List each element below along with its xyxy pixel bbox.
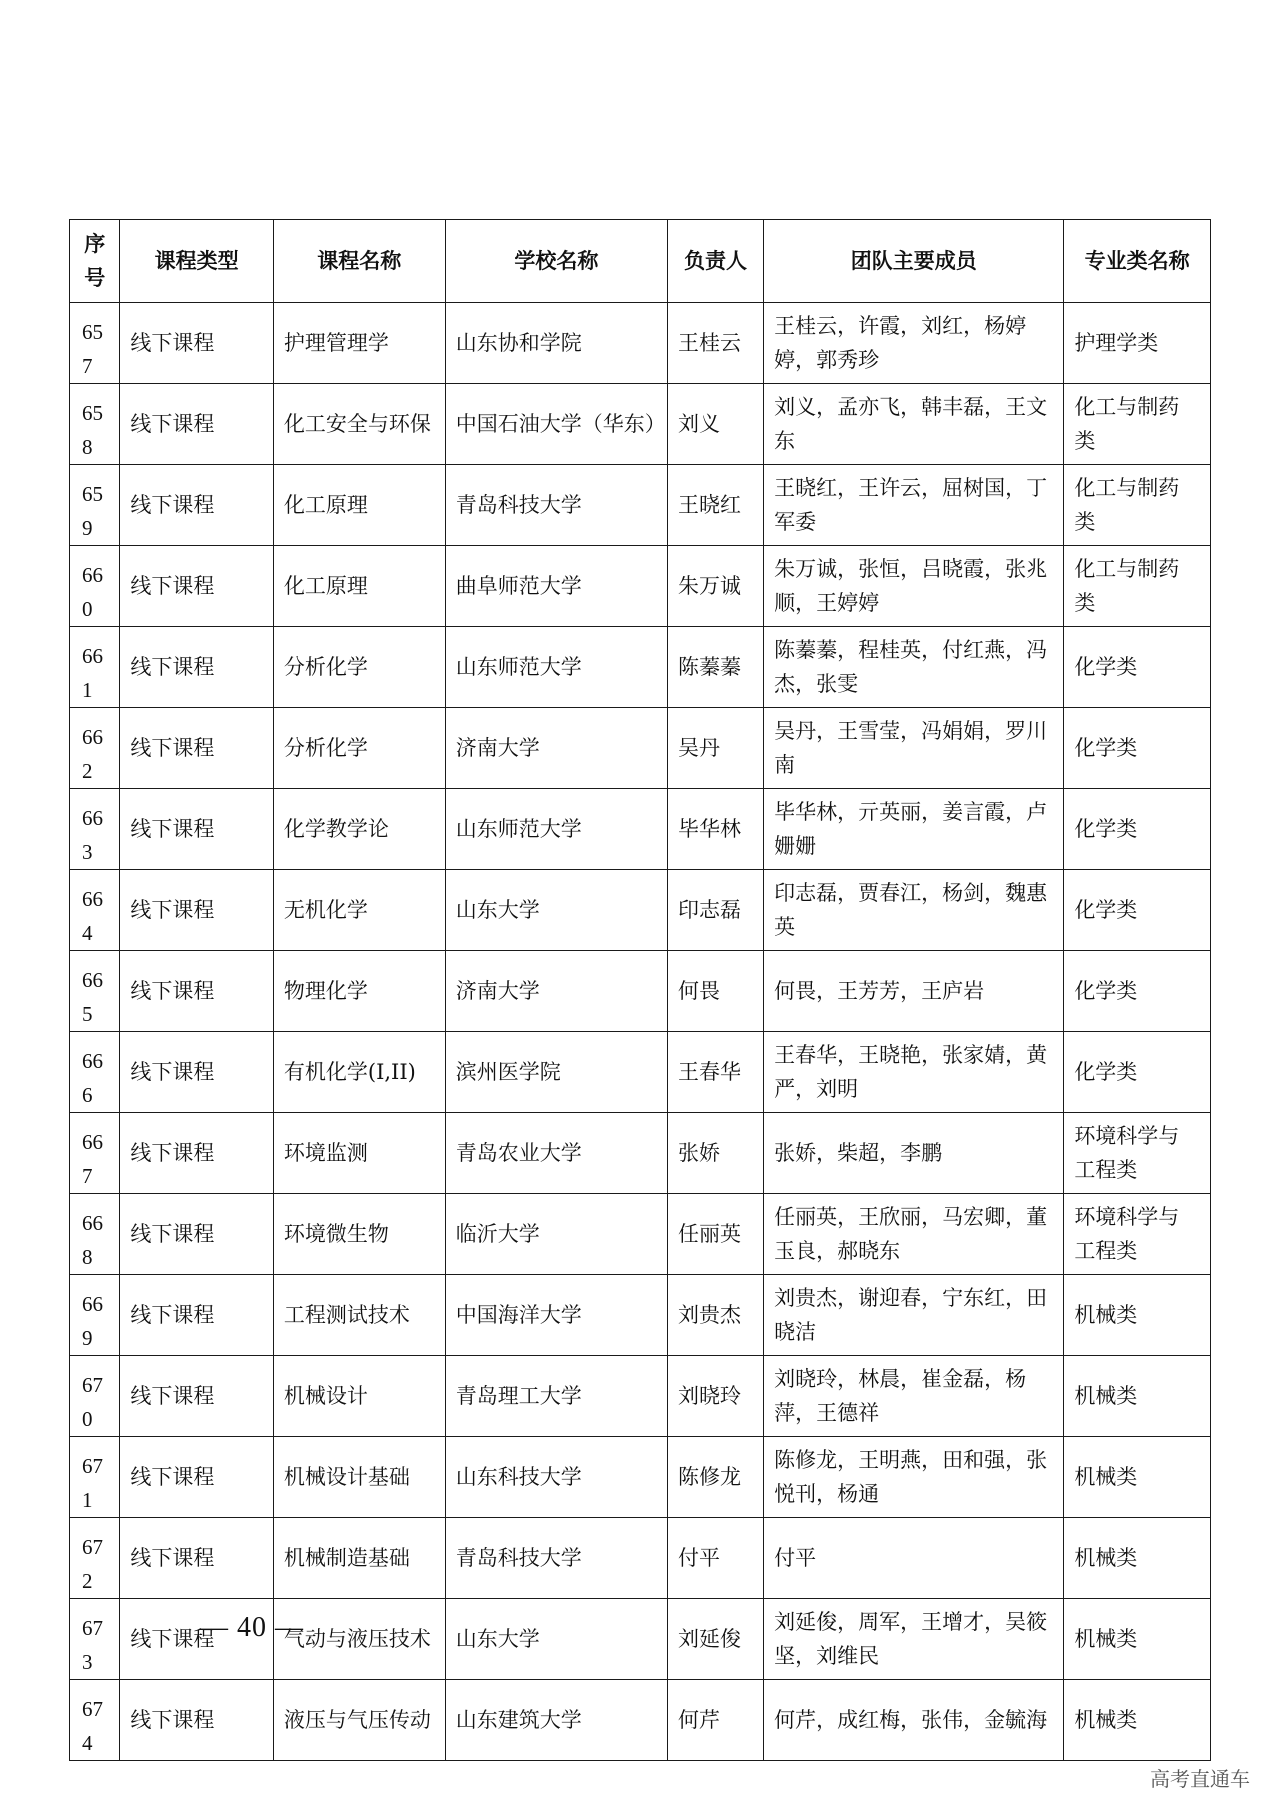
cell-lead: 吴丹 (667, 708, 763, 789)
cell-team-members: 刘义，孟亦飞，韩丰磊，王文东 (764, 384, 1064, 465)
table-row (70, 384, 1211, 465)
cell-course-type: 线下课程 (120, 1437, 274, 1518)
cell-course-type: 线下课程 (120, 951, 274, 1032)
cell-lead: 王晓红 (667, 465, 763, 546)
cell-course-name: 分析化学 (273, 708, 445, 789)
cell-school-name: 滨州医学院 (445, 1032, 667, 1113)
cell-lead: 王春华 (667, 1032, 763, 1113)
cell-lead: 朱万诚 (667, 546, 763, 627)
table-row (70, 465, 1211, 546)
cell-lead: 刘延俊 (667, 1599, 763, 1680)
watermark: 高考直通车 (1150, 1767, 1250, 1791)
cell-category: 化学类 (1064, 951, 1211, 1032)
cell-team-members: 王晓红，王许云，屈树国，丁军委 (764, 465, 1064, 546)
cell-course-type: 线下课程 (120, 1680, 274, 1761)
cell-course-type: 线下课程 (120, 1518, 274, 1599)
cell-school-name: 临沂大学 (445, 1194, 667, 1275)
cell-course-type: 线下课程 (120, 384, 274, 465)
cell-course-name: 工程测试技术 (273, 1275, 445, 1356)
cell-lead: 印志磊 (667, 870, 763, 951)
cell-course-type: 线下课程 (120, 1032, 274, 1113)
cell-course-type: 线下课程 (120, 546, 274, 627)
cell-school-name: 济南大学 (445, 951, 667, 1032)
cell-category: 机械类 (1064, 1599, 1211, 1680)
table-row (70, 708, 1211, 789)
cell-team-members: 印志磊，贾春江，杨剑，魏惠英 (764, 870, 1064, 951)
cell-course-type: 线下课程 (120, 1194, 274, 1275)
cell-course-name: 分析化学 (273, 627, 445, 708)
table-row (70, 951, 1211, 1032)
cell-category: 化工与制药类 (1064, 546, 1211, 627)
cell-course-type: 线下课程 (120, 870, 274, 951)
header-category: 专业类名称 (1064, 220, 1211, 303)
cell-seq: 668 (70, 1194, 120, 1275)
table-row (70, 870, 1211, 951)
cell-school-name: 山东师范大学 (445, 789, 667, 870)
cell-seq: 665 (70, 951, 120, 1032)
cell-school-name: 青岛理工大学 (445, 1356, 667, 1437)
cell-seq: 672 (70, 1518, 120, 1599)
cell-seq: 659 (70, 465, 120, 546)
cell-course-name: 化工原理 (273, 546, 445, 627)
header-seq: 序号 (70, 220, 120, 303)
cell-course-type: 线下课程 (120, 708, 274, 789)
cell-seq: 661 (70, 627, 120, 708)
cell-school-name: 青岛科技大学 (445, 1518, 667, 1599)
table-body (70, 303, 1211, 1761)
cell-lead: 刘晓玲 (667, 1356, 763, 1437)
cell-team-members: 毕华林，亓英丽，姜言霞，卢姗姗 (764, 789, 1064, 870)
cell-school-name: 山东大学 (445, 1599, 667, 1680)
cell-course-name: 化学教学论 (273, 789, 445, 870)
cell-category: 化学类 (1064, 708, 1211, 789)
cell-team-members: 刘贵杰，谢迎春，宁东红，田晓洁 (764, 1275, 1064, 1356)
cell-seq: 670 (70, 1356, 120, 1437)
page-number: — 40 — (200, 1612, 304, 1643)
cell-school-name: 山东科技大学 (445, 1437, 667, 1518)
table-row (70, 1194, 1211, 1275)
cell-school-name: 山东协和学院 (445, 303, 667, 384)
table-row (70, 1032, 1211, 1113)
table-row (70, 546, 1211, 627)
cell-course-name: 机械制造基础 (273, 1518, 445, 1599)
cell-team-members: 付平 (764, 1518, 1064, 1599)
cell-category: 机械类 (1064, 1356, 1211, 1437)
cell-team-members: 何畏，王芳芳，王庐岩 (764, 951, 1064, 1032)
cell-school-name: 山东大学 (445, 870, 667, 951)
cell-course-name: 机械设计基础 (273, 1437, 445, 1518)
cell-team-members: 王桂云，许霞，刘红，杨婷婷，郭秀珍 (764, 303, 1064, 384)
cell-seq: 671 (70, 1437, 120, 1518)
cell-seq: 660 (70, 546, 120, 627)
cell-lead: 陈修龙 (667, 1437, 763, 1518)
cell-lead: 王桂云 (667, 303, 763, 384)
cell-school-name: 青岛农业大学 (445, 1113, 667, 1194)
cell-course-type: 线下课程 (120, 465, 274, 546)
cell-lead: 刘义 (667, 384, 763, 465)
cell-seq: 657 (70, 303, 120, 384)
table-row (70, 1680, 1211, 1761)
cell-seq: 663 (70, 789, 120, 870)
header-course-name: 课程名称 (273, 220, 445, 303)
cell-seq: 664 (70, 870, 120, 951)
table-row (70, 1518, 1211, 1599)
cell-team-members: 陈修龙，王明燕，田和强，张悦刊，杨通 (764, 1437, 1064, 1518)
cell-team-members: 何芹，成红梅，张伟，金毓海 (764, 1680, 1064, 1761)
cell-seq: 669 (70, 1275, 120, 1356)
cell-seq: 662 (70, 708, 120, 789)
cell-course-name: 机械设计 (273, 1356, 445, 1437)
cell-seq: 673 (70, 1599, 120, 1680)
cell-lead: 任丽英 (667, 1194, 763, 1275)
cell-school-name: 山东师范大学 (445, 627, 667, 708)
cell-course-type: 线下课程 (120, 1599, 274, 1680)
table-row (70, 789, 1211, 870)
cell-team-members: 吴丹，王雪莹，冯娟娟，罗川南 (764, 708, 1064, 789)
cell-course-type: 线下课程 (120, 1275, 274, 1356)
cell-category: 机械类 (1064, 1275, 1211, 1356)
cell-category: 机械类 (1064, 1680, 1211, 1761)
table-row (70, 1356, 1211, 1437)
cell-category: 护理学类 (1064, 303, 1211, 384)
cell-course-name: 护理管理学 (273, 303, 445, 384)
cell-category: 化学类 (1064, 789, 1211, 870)
header-lead: 负责人 (667, 220, 763, 303)
cell-course-name: 化工安全与环保 (273, 384, 445, 465)
cell-lead: 何畏 (667, 951, 763, 1032)
cell-course-name: 无机化学 (273, 870, 445, 951)
cell-team-members: 王春华，王晓艳，张家婧，黄严，刘明 (764, 1032, 1064, 1113)
cell-course-type: 线下课程 (120, 627, 274, 708)
cell-team-members: 朱万诚，张恒，吕晓霞，张兆顺，王婷婷 (764, 546, 1064, 627)
cell-team-members: 张娇，柴超，李鹏 (764, 1113, 1064, 1194)
cell-course-name: 气动与液压技术 (273, 1599, 445, 1680)
cell-course-name: 化工原理 (273, 465, 445, 546)
cell-course-name: 有机化学(I,II) (273, 1032, 445, 1113)
table-row (70, 627, 1211, 708)
cell-course-type: 线下课程 (120, 303, 274, 384)
cell-team-members: 刘晓玲，林晨，崔金磊，杨萍，王德祥 (764, 1356, 1064, 1437)
cell-category: 环境科学与工程类 (1064, 1113, 1211, 1194)
cell-category: 机械类 (1064, 1518, 1211, 1599)
cell-category: 机械类 (1064, 1437, 1211, 1518)
cell-seq: 667 (70, 1113, 120, 1194)
cell-category: 环境科学与工程类 (1064, 1194, 1211, 1275)
cell-seq: 658 (70, 384, 120, 465)
header-course-type: 课程类型 (120, 220, 274, 303)
cell-lead: 付平 (667, 1518, 763, 1599)
cell-course-name: 物理化学 (273, 951, 445, 1032)
cell-category: 化学类 (1064, 627, 1211, 708)
cell-team-members: 刘延俊，周军，王增才，吴筱坚，刘维民 (764, 1599, 1064, 1680)
cell-seq: 674 (70, 1680, 120, 1761)
cell-course-name: 环境微生物 (273, 1194, 445, 1275)
cell-team-members: 陈蓁蓁，程桂英，付红燕，冯杰，张雯 (764, 627, 1064, 708)
cell-course-name: 液压与气压传动 (273, 1680, 445, 1761)
cell-school-name: 中国石油大学（华东） (445, 384, 667, 465)
cell-course-type: 线下课程 (120, 789, 274, 870)
cell-school-name: 中国海洋大学 (445, 1275, 667, 1356)
table-row (70, 1437, 1211, 1518)
cell-seq: 666 (70, 1032, 120, 1113)
cell-course-name: 环境监测 (273, 1113, 445, 1194)
table-row (70, 1113, 1211, 1194)
table-row (70, 1275, 1211, 1356)
cell-lead: 陈蓁蓁 (667, 627, 763, 708)
header-team-members: 团队主要成员 (764, 220, 1064, 303)
cell-category: 化学类 (1064, 870, 1211, 951)
cell-category: 化学类 (1064, 1032, 1211, 1113)
cell-lead: 张娇 (667, 1113, 763, 1194)
table-row (70, 303, 1211, 384)
cell-lead: 何芹 (667, 1680, 763, 1761)
cell-lead: 毕华林 (667, 789, 763, 870)
cell-school-name: 青岛科技大学 (445, 465, 667, 546)
cell-team-members: 任丽英，王欣丽，马宏卿，董玉良，郝晓东 (764, 1194, 1064, 1275)
table-header-row (70, 220, 1211, 303)
cell-course-type: 线下课程 (120, 1356, 274, 1437)
header-school-name: 学校名称 (445, 220, 667, 303)
cell-school-name: 曲阜师范大学 (445, 546, 667, 627)
cell-lead: 刘贵杰 (667, 1275, 763, 1356)
course-list-table (69, 219, 1211, 1761)
cell-category: 化工与制药类 (1064, 465, 1211, 546)
cell-school-name: 济南大学 (445, 708, 667, 789)
cell-course-type: 线下课程 (120, 1113, 274, 1194)
cell-school-name: 山东建筑大学 (445, 1680, 667, 1761)
cell-category: 化工与制药类 (1064, 384, 1211, 465)
